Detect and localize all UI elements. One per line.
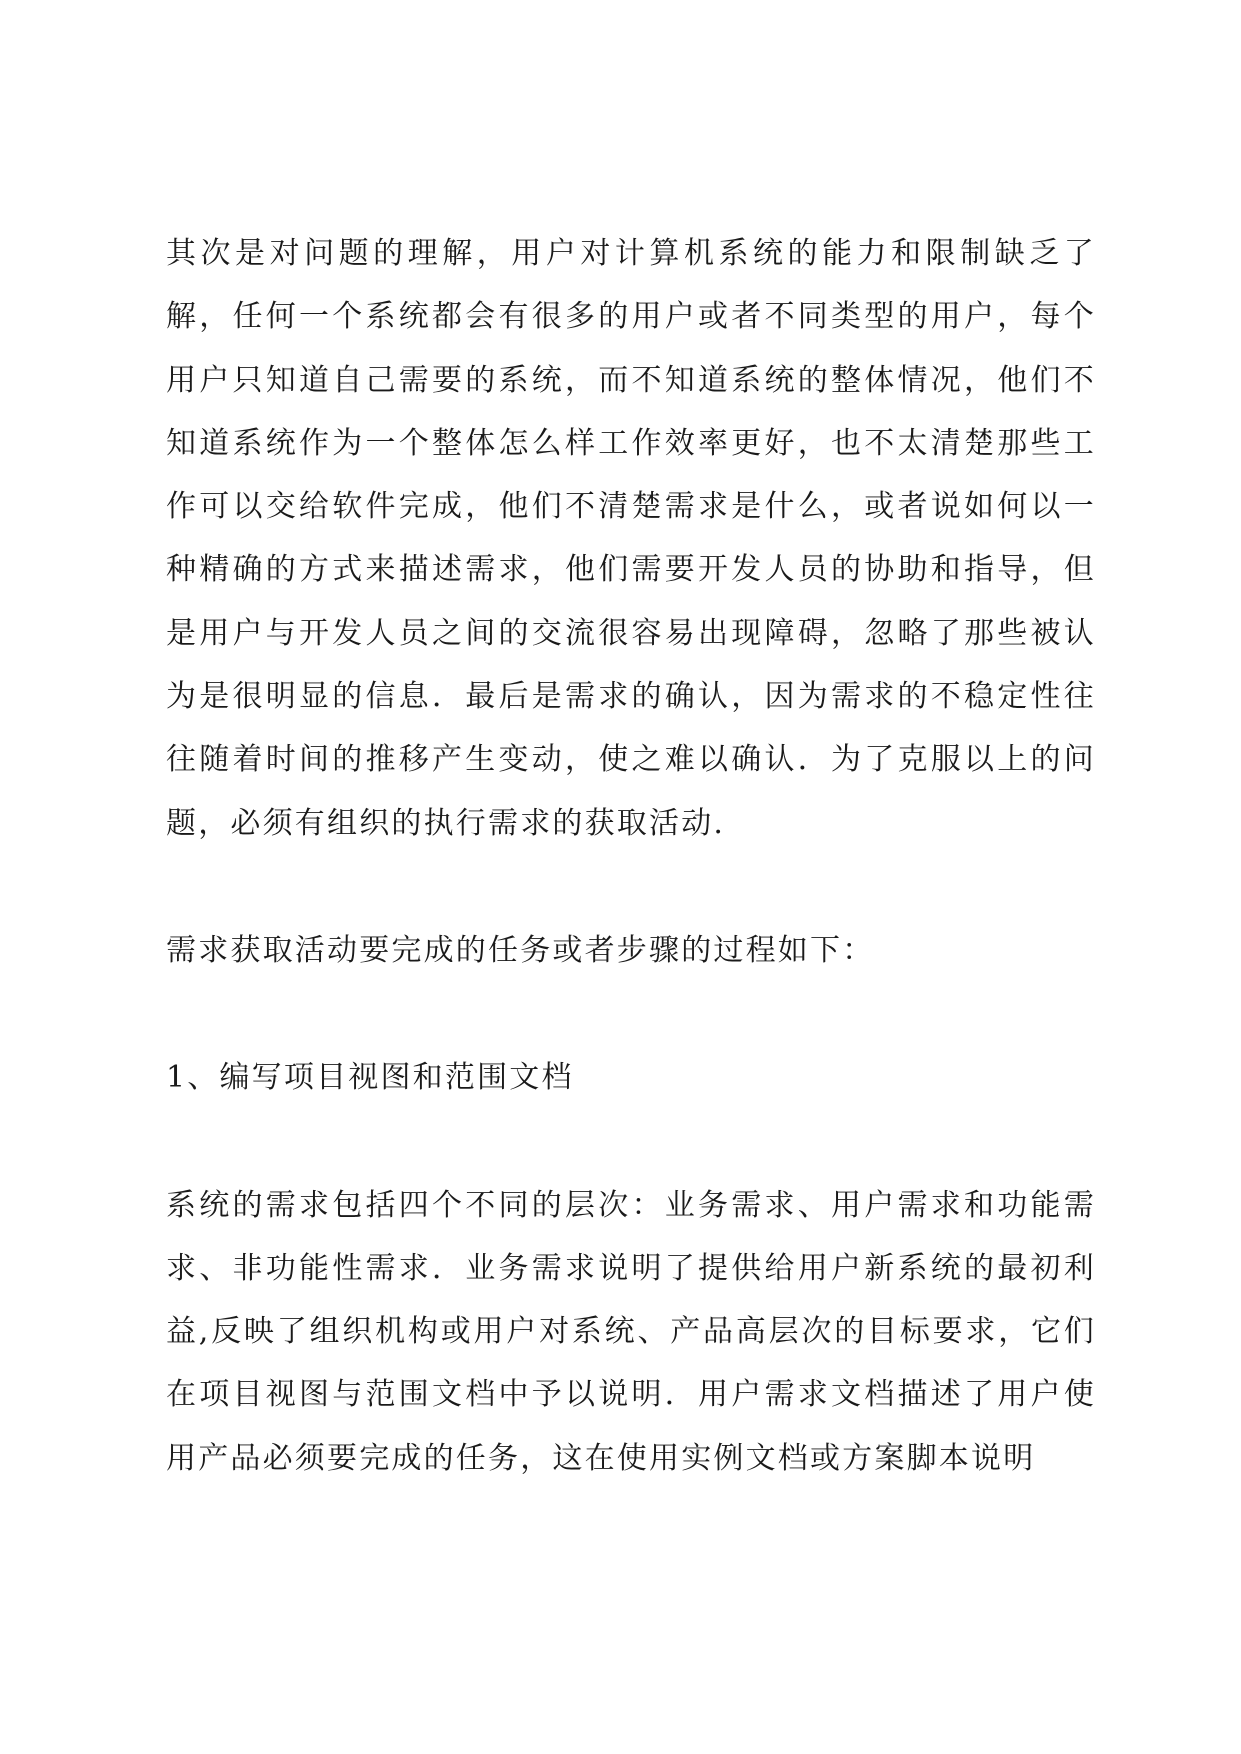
section-heading-vision-scope: 1、编写项目视图和范围文档 [166, 1060, 574, 1096]
paragraph-gap [166, 855, 1096, 919]
paragraph-problem-understanding: 其次是对问题的理解，用户对计算机系统的能力和限制缺乏了解，任何一个系统都会有很多的用户或者不同类型的用户，每个用户只知道自己需要的系统，而不知道系统的整体情况，他们不知道系统作为一个整体怎么样工作效率更好，也不太清楚那些工作可以交给软件完成，他们不清楚需求是什么，或者说如何以一种精确的方式来描述需求，他们需要开发人员的协助和指导，但是用户与开发人员之间的交流很容易出现障碍，忽略了那些被认为是很明显的信息．最后是需求的确认，因为需求的不稳定性往往随着时间的推移产生变动，使之难以确认．为了克服以上的问题，必须有组织的执行需求的获取活动. [166, 236, 1096, 841]
paragraph-elicitation-intro: 需求获取活动要完成的任务或者步骤的过程如下： [166, 932, 875, 968]
paragraph-gap [166, 982, 1096, 1046]
paragraph-requirement-levels: 系统的需求包括四个不同的层次：业务需求、用户需求和功能需求、非功能性需求．业务需求说明了提供给用户新系统的最初利益,反映了组织机构或用户对系统、产品高层次的目标要求，它们在项目视图与范围文档中予以说明．用户需求文档描述了用户使用产品必须要完成的任务，这在使用实例文档或方案脚本说明 [166, 1187, 1096, 1476]
document-body [166, 222, 1096, 1490]
paragraph-gap [166, 1110, 1096, 1174]
